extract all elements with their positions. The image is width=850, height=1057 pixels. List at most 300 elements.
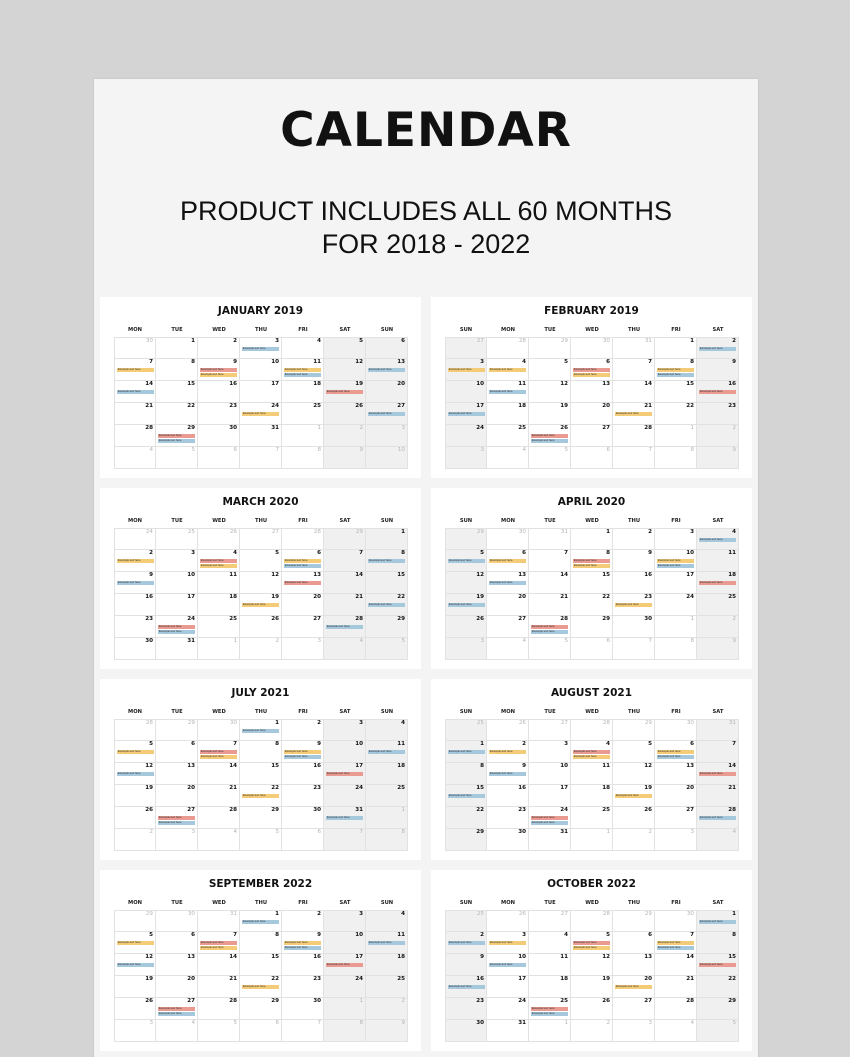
day-cell[interactable] [324, 976, 366, 998]
day-cell[interactable] [282, 528, 324, 550]
event-label[interactable]: Example text here [448, 559, 485, 563]
day-cell[interactable] [529, 998, 571, 1020]
event-label[interactable]: Example text here [657, 941, 694, 945]
day-cell[interactable] [324, 616, 366, 638]
day-cell[interactable] [613, 807, 655, 829]
day-cell[interactable] [198, 359, 240, 381]
day-cell[interactable] [366, 763, 408, 785]
day-cell[interactable] [613, 594, 655, 616]
event-label[interactable]: Example text here [368, 750, 405, 754]
day-cell[interactable] [198, 403, 240, 425]
day-cell[interactable] [366, 381, 408, 403]
day-cell[interactable] [324, 910, 366, 932]
day-cell[interactable] [571, 550, 613, 572]
day-cell[interactable] [529, 807, 571, 829]
day-cell[interactable] [240, 741, 282, 763]
day-cell[interactable] [487, 447, 529, 469]
day-cell[interactable] [529, 359, 571, 381]
day-cell[interactable] [366, 807, 408, 829]
day-cell[interactable] [366, 1020, 408, 1042]
event-label[interactable]: Example text here [117, 368, 154, 372]
day-cell[interactable] [282, 976, 324, 998]
day-cell[interactable] [445, 741, 487, 763]
day-cell[interactable] [240, 932, 282, 954]
event-label[interactable]: Example text here [158, 1007, 195, 1011]
event-label[interactable]: Example text here [158, 816, 195, 820]
day-cell[interactable] [571, 572, 613, 594]
day-cell[interactable] [613, 932, 655, 954]
day-cell[interactable] [240, 381, 282, 403]
day-cell[interactable] [613, 616, 655, 638]
day-cell[interactable] [529, 763, 571, 785]
day-cell[interactable] [487, 425, 529, 447]
day-cell[interactable] [282, 910, 324, 932]
event-label[interactable]: Example text here [200, 373, 237, 377]
day-cell[interactable] [282, 807, 324, 829]
day-cell[interactable] [571, 337, 613, 359]
day-cell[interactable] [114, 381, 156, 403]
day-cell[interactable] [282, 337, 324, 359]
day-cell[interactable] [445, 447, 487, 469]
day-cell[interactable] [487, 381, 529, 403]
day-cell[interactable] [324, 763, 366, 785]
event-label[interactable]: Example text here [657, 559, 694, 563]
day-cell[interactable] [366, 785, 408, 807]
day-cell[interactable] [324, 447, 366, 469]
day-cell[interactable] [282, 638, 324, 660]
day-cell[interactable] [529, 785, 571, 807]
event-label[interactable]: Example text here [657, 373, 694, 377]
day-cell[interactable] [487, 829, 529, 851]
event-label[interactable]: Example text here [615, 603, 652, 607]
day-cell[interactable] [697, 572, 739, 594]
day-cell[interactable] [114, 998, 156, 1020]
event-label[interactable]: Example text here [200, 941, 237, 945]
day-cell[interactable] [697, 638, 739, 660]
day-cell[interactable] [613, 447, 655, 469]
day-cell[interactable] [487, 741, 529, 763]
day-cell[interactable] [487, 954, 529, 976]
day-cell[interactable] [240, 807, 282, 829]
day-cell[interactable] [282, 359, 324, 381]
event-label[interactable]: Example text here [158, 439, 195, 443]
day-cell[interactable] [282, 616, 324, 638]
day-cell[interactable] [114, 910, 156, 932]
day-cell[interactable] [156, 403, 198, 425]
day-cell[interactable] [613, 954, 655, 976]
day-cell[interactable] [324, 1020, 366, 1042]
event-label[interactable]: Example text here [615, 985, 652, 989]
event-label[interactable]: Example text here [489, 963, 526, 967]
day-cell[interactable] [445, 425, 487, 447]
day-cell[interactable] [156, 594, 198, 616]
event-label[interactable]: Example text here [573, 755, 610, 759]
day-cell[interactable] [366, 932, 408, 954]
event-label[interactable]: Example text here [200, 564, 237, 568]
day-cell[interactable] [282, 719, 324, 741]
day-cell[interactable] [198, 381, 240, 403]
day-cell[interactable] [697, 807, 739, 829]
day-cell[interactable] [156, 337, 198, 359]
event-label[interactable]: Example text here [657, 368, 694, 372]
event-label[interactable]: Example text here [284, 750, 321, 754]
day-cell[interactable] [156, 932, 198, 954]
day-cell[interactable] [156, 381, 198, 403]
day-cell[interactable] [529, 719, 571, 741]
event-label[interactable]: Example text here [242, 729, 279, 733]
event-label[interactable]: Example text here [158, 625, 195, 629]
day-cell[interactable] [571, 381, 613, 403]
day-cell[interactable] [282, 594, 324, 616]
event-label[interactable]: Example text here [531, 821, 568, 825]
day-cell[interactable] [487, 572, 529, 594]
event-label[interactable]: Example text here [368, 368, 405, 372]
day-cell[interactable] [240, 572, 282, 594]
day-cell[interactable] [697, 741, 739, 763]
event-label[interactable]: Example text here [489, 750, 526, 754]
event-label[interactable]: Example text here [200, 755, 237, 759]
day-cell[interactable] [445, 1020, 487, 1042]
event-label[interactable]: Example text here [326, 963, 363, 967]
day-cell[interactable] [697, 403, 739, 425]
day-cell[interactable] [571, 954, 613, 976]
day-cell[interactable] [571, 359, 613, 381]
event-label[interactable]: Example text here [326, 390, 363, 394]
day-cell[interactable] [613, 381, 655, 403]
event-label[interactable]: Example text here [448, 368, 485, 372]
day-cell[interactable] [571, 829, 613, 851]
day-cell[interactable] [697, 1020, 739, 1042]
day-cell[interactable] [655, 528, 697, 550]
day-cell[interactable] [487, 807, 529, 829]
day-cell[interactable] [529, 425, 571, 447]
day-cell[interactable] [240, 998, 282, 1020]
day-cell[interactable] [324, 998, 366, 1020]
day-cell[interactable] [156, 998, 198, 1020]
event-label[interactable]: Example text here [573, 750, 610, 754]
event-label[interactable]: Example text here [531, 1012, 568, 1016]
event-label[interactable]: Example text here [573, 946, 610, 950]
day-cell[interactable] [324, 785, 366, 807]
day-cell[interactable] [240, 447, 282, 469]
day-cell[interactable] [366, 425, 408, 447]
event-label[interactable]: Example text here [284, 564, 321, 568]
day-cell[interactable] [697, 998, 739, 1020]
day-cell[interactable] [655, 337, 697, 359]
day-cell[interactable] [240, 594, 282, 616]
day-cell[interactable] [613, 785, 655, 807]
day-cell[interactable] [156, 1020, 198, 1042]
event-label[interactable]: Example text here [284, 559, 321, 563]
day-cell[interactable] [655, 447, 697, 469]
day-cell[interactable] [114, 572, 156, 594]
day-cell[interactable] [198, 447, 240, 469]
event-label[interactable]: Example text here [531, 630, 568, 634]
day-cell[interactable] [114, 829, 156, 851]
event-label[interactable]: Example text here [531, 625, 568, 629]
day-cell[interactable] [198, 337, 240, 359]
day-cell[interactable] [198, 425, 240, 447]
day-cell[interactable] [697, 447, 739, 469]
day-cell[interactable] [114, 1020, 156, 1042]
day-cell[interactable] [240, 359, 282, 381]
day-cell[interactable] [114, 638, 156, 660]
day-cell[interactable] [366, 528, 408, 550]
day-cell[interactable] [366, 976, 408, 998]
day-cell[interactable] [445, 807, 487, 829]
event-label[interactable]: Example text here [326, 625, 363, 629]
event-label[interactable]: Example text here [242, 412, 279, 416]
event-label[interactable]: Example text here [699, 538, 736, 542]
day-cell[interactable] [198, 932, 240, 954]
day-cell[interactable] [114, 594, 156, 616]
event-label[interactable]: Example text here [158, 434, 195, 438]
day-cell[interactable] [655, 594, 697, 616]
event-label[interactable]: Example text here [699, 390, 736, 394]
day-cell[interactable] [366, 638, 408, 660]
event-label[interactable]: Example text here [489, 772, 526, 776]
day-cell[interactable] [655, 932, 697, 954]
day-cell[interactable] [613, 1020, 655, 1042]
event-label[interactable]: Example text here [117, 963, 154, 967]
day-cell[interactable] [529, 528, 571, 550]
day-cell[interactable] [487, 638, 529, 660]
day-cell[interactable] [655, 550, 697, 572]
day-cell[interactable] [198, 528, 240, 550]
day-cell[interactable] [114, 741, 156, 763]
day-cell[interactable] [324, 337, 366, 359]
day-cell[interactable] [487, 359, 529, 381]
day-cell[interactable] [655, 998, 697, 1020]
day-cell[interactable] [697, 594, 739, 616]
event-label[interactable]: Example text here [699, 581, 736, 585]
day-cell[interactable] [240, 719, 282, 741]
day-cell[interactable] [697, 976, 739, 998]
day-cell[interactable] [487, 785, 529, 807]
day-cell[interactable] [114, 447, 156, 469]
day-cell[interactable] [366, 741, 408, 763]
day-cell[interactable] [487, 1020, 529, 1042]
day-cell[interactable] [529, 594, 571, 616]
day-cell[interactable] [487, 932, 529, 954]
event-label[interactable]: Example text here [448, 794, 485, 798]
day-cell[interactable] [282, 741, 324, 763]
day-cell[interactable] [655, 807, 697, 829]
day-cell[interactable] [613, 719, 655, 741]
event-label[interactable]: Example text here [573, 373, 610, 377]
day-cell[interactable] [198, 910, 240, 932]
event-label[interactable]: Example text here [284, 368, 321, 372]
day-cell[interactable] [529, 954, 571, 976]
day-cell[interactable] [198, 638, 240, 660]
day-cell[interactable] [198, 550, 240, 572]
day-cell[interactable] [613, 638, 655, 660]
day-cell[interactable] [198, 572, 240, 594]
day-cell[interactable] [156, 425, 198, 447]
event-label[interactable]: Example text here [657, 755, 694, 759]
day-cell[interactable] [613, 425, 655, 447]
day-cell[interactable] [613, 403, 655, 425]
day-cell[interactable] [655, 381, 697, 403]
day-cell[interactable] [366, 719, 408, 741]
day-cell[interactable] [114, 425, 156, 447]
day-cell[interactable] [697, 550, 739, 572]
day-cell[interactable] [282, 785, 324, 807]
day-cell[interactable] [240, 829, 282, 851]
day-cell[interactable] [114, 403, 156, 425]
day-cell[interactable] [324, 807, 366, 829]
day-cell[interactable] [613, 763, 655, 785]
day-cell[interactable] [366, 829, 408, 851]
day-cell[interactable] [487, 976, 529, 998]
day-cell[interactable] [445, 594, 487, 616]
day-cell[interactable] [156, 807, 198, 829]
day-cell[interactable] [613, 337, 655, 359]
day-cell[interactable] [324, 572, 366, 594]
day-cell[interactable] [655, 572, 697, 594]
day-cell[interactable] [445, 954, 487, 976]
day-cell[interactable] [613, 829, 655, 851]
day-cell[interactable] [240, 425, 282, 447]
day-cell[interactable] [613, 550, 655, 572]
day-cell[interactable] [571, 998, 613, 1020]
day-cell[interactable] [114, 719, 156, 741]
day-cell[interactable] [487, 337, 529, 359]
event-label[interactable]: Example text here [448, 985, 485, 989]
day-cell[interactable] [282, 1020, 324, 1042]
day-cell[interactable] [529, 550, 571, 572]
day-cell[interactable] [198, 741, 240, 763]
day-cell[interactable] [613, 359, 655, 381]
event-label[interactable]: Example text here [200, 559, 237, 563]
day-cell[interactable] [282, 447, 324, 469]
event-label[interactable]: Example text here [284, 941, 321, 945]
day-cell[interactable] [156, 359, 198, 381]
day-cell[interactable] [487, 594, 529, 616]
day-cell[interactable] [697, 719, 739, 741]
event-label[interactable]: Example text here [158, 630, 195, 634]
day-cell[interactable] [198, 998, 240, 1020]
day-cell[interactable] [366, 998, 408, 1020]
day-cell[interactable] [655, 425, 697, 447]
event-label[interactable]: Example text here [158, 1012, 195, 1016]
event-label[interactable]: Example text here [242, 347, 279, 351]
event-label[interactable]: Example text here [117, 941, 154, 945]
event-label[interactable]: Example text here [117, 750, 154, 754]
day-cell[interactable] [445, 638, 487, 660]
day-cell[interactable] [156, 763, 198, 785]
event-label[interactable]: Example text here [158, 821, 195, 825]
day-cell[interactable] [282, 932, 324, 954]
day-cell[interactable] [240, 785, 282, 807]
event-label[interactable]: Example text here [657, 946, 694, 950]
day-cell[interactable] [613, 910, 655, 932]
day-cell[interactable] [366, 359, 408, 381]
event-label[interactable]: Example text here [284, 581, 321, 585]
day-cell[interactable] [529, 910, 571, 932]
event-label[interactable]: Example text here [531, 439, 568, 443]
day-cell[interactable] [655, 719, 697, 741]
day-cell[interactable] [324, 359, 366, 381]
day-cell[interactable] [156, 954, 198, 976]
event-label[interactable]: Example text here [368, 559, 405, 563]
day-cell[interactable] [198, 954, 240, 976]
day-cell[interactable] [487, 528, 529, 550]
day-cell[interactable] [324, 594, 366, 616]
event-label[interactable]: Example text here [448, 941, 485, 945]
day-cell[interactable] [655, 403, 697, 425]
day-cell[interactable] [240, 337, 282, 359]
event-label[interactable]: Example text here [448, 412, 485, 416]
day-cell[interactable] [655, 616, 697, 638]
day-cell[interactable] [445, 572, 487, 594]
day-cell[interactable] [198, 594, 240, 616]
day-cell[interactable] [282, 572, 324, 594]
day-cell[interactable] [324, 403, 366, 425]
event-label[interactable]: Example text here [489, 941, 526, 945]
day-cell[interactable] [282, 954, 324, 976]
day-cell[interactable] [487, 998, 529, 1020]
day-cell[interactable] [571, 741, 613, 763]
event-label[interactable]: Example text here [699, 920, 736, 924]
day-cell[interactable] [571, 638, 613, 660]
event-label[interactable]: Example text here [699, 816, 736, 820]
day-cell[interactable] [156, 616, 198, 638]
event-label[interactable]: Example text here [531, 816, 568, 820]
day-cell[interactable] [487, 550, 529, 572]
day-cell[interactable] [445, 763, 487, 785]
day-cell[interactable] [156, 572, 198, 594]
day-cell[interactable] [655, 359, 697, 381]
day-cell[interactable] [487, 403, 529, 425]
day-cell[interactable] [445, 976, 487, 998]
day-cell[interactable] [240, 403, 282, 425]
day-cell[interactable] [445, 998, 487, 1020]
day-cell[interactable] [198, 616, 240, 638]
day-cell[interactable] [240, 763, 282, 785]
event-label[interactable]: Example text here [573, 559, 610, 563]
event-label[interactable]: Example text here [615, 794, 652, 798]
day-cell[interactable] [114, 976, 156, 998]
day-cell[interactable] [282, 425, 324, 447]
day-cell[interactable] [366, 910, 408, 932]
day-cell[interactable] [655, 976, 697, 998]
day-cell[interactable] [324, 638, 366, 660]
day-cell[interactable] [324, 425, 366, 447]
day-cell[interactable] [324, 381, 366, 403]
day-cell[interactable] [324, 528, 366, 550]
day-cell[interactable] [282, 403, 324, 425]
day-cell[interactable] [114, 954, 156, 976]
day-cell[interactable] [240, 616, 282, 638]
day-cell[interactable] [613, 741, 655, 763]
day-cell[interactable] [529, 337, 571, 359]
day-cell[interactable] [571, 403, 613, 425]
event-label[interactable]: Example text here [117, 581, 154, 585]
day-cell[interactable] [655, 829, 697, 851]
day-cell[interactable] [613, 998, 655, 1020]
day-cell[interactable] [571, 425, 613, 447]
day-cell[interactable] [156, 741, 198, 763]
day-cell[interactable] [697, 785, 739, 807]
event-label[interactable]: Example text here [368, 603, 405, 607]
event-label[interactable]: Example text here [489, 390, 526, 394]
day-cell[interactable] [487, 719, 529, 741]
day-cell[interactable] [282, 829, 324, 851]
day-cell[interactable] [697, 381, 739, 403]
day-cell[interactable] [198, 719, 240, 741]
event-label[interactable]: Example text here [448, 750, 485, 754]
